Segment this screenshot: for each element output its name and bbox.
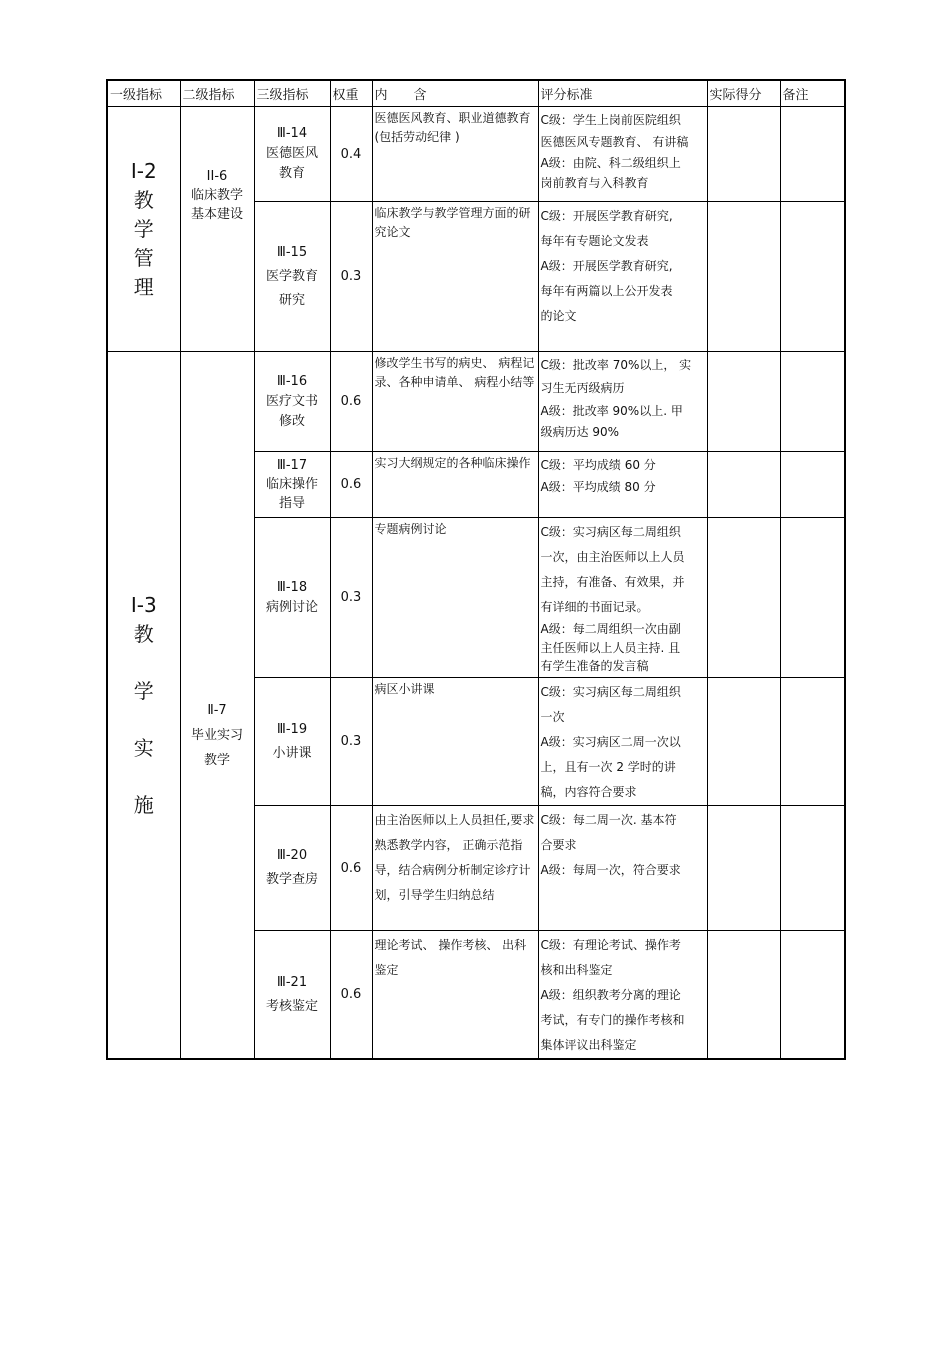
standard-cell [538,452,707,518]
header-standard: 评分标准 [538,80,707,107]
remarks-cell[interactable] [780,202,845,352]
level3-code: Ⅲ-20 [276,848,308,863]
level3-name: 病例讨论 [265,599,318,615]
level2-code: II-6 [206,169,228,184]
level1-char: 施 [133,792,154,817]
level1-char: 学 [133,678,154,703]
standard-line: 每年有两篇以上公开发表 [540,284,673,298]
remarks-cell[interactable] [780,107,845,202]
level3-name: 研究 [278,292,305,308]
level3-cell [254,518,330,678]
actual-score-cell[interactable] [707,806,780,931]
header-level3: 三级指标 [254,80,330,107]
header-weight: 权重 [330,80,372,107]
weight-cell: 0.3 [330,518,372,678]
header-content: 内 含 [372,80,538,107]
header-remarks: 备注 [780,80,845,107]
standard-line: C级：实习病区每二周组织 [540,685,681,699]
standard-line: C级：实习病区每二周组织 [540,525,681,539]
level2-name: 基本建设 [190,207,243,222]
standard-line: 主持，有准备、有效果，并 [540,575,685,589]
level3-name: 教学查房 [265,872,318,887]
header-level1: 一级指标 [107,80,180,107]
remarks-cell[interactable] [780,931,845,1060]
level3-cell [254,931,330,1060]
standard-line: C级：批改率 70%以上， 实 [540,358,692,372]
standard-line: 习生无丙级病历 [540,381,625,395]
standard-cell [538,202,707,352]
content-cell: 由主治医师以上人员担任,要求熟悉教学内容， 正确示范指导，结合病例分析制定诊疗计划，引导学生归纳总结 [372,806,538,931]
level2-cell [180,352,254,1060]
remarks-cell[interactable] [780,518,845,678]
level1-char: 教 [133,187,154,212]
standard-line: 有学生准备的发言稿 [540,659,649,673]
standard-line: A级：批改率 90%以上. 甲 [540,404,683,418]
actual-score-cell[interactable] [707,352,780,452]
header-level2: 二级指标 [180,80,254,107]
level3-code: Ⅲ-21 [276,974,308,990]
content-cell: 临床教学与教学管理方面的研究论文 [372,202,538,352]
actual-score-cell[interactable] [707,518,780,678]
standard-line: 上，且有一次 2 学时的讲 [540,760,676,774]
standard-line: 考试，有专门的操作考核和 [540,1013,685,1027]
weight-cell: 0.6 [330,352,372,452]
standard-line: C级：学生上岗前医院组织 [540,113,681,127]
standard-cell [538,518,707,678]
level3-name: 小讲课 [272,745,312,761]
standard-line: 一次，由主治医师以上人员 [540,550,685,564]
level3-cell [254,107,330,202]
weight-cell: 0.4 [330,107,372,202]
standard-line: A级：平均成绩 80 分 [540,480,656,494]
weight-cell: 0.6 [330,931,372,1060]
standard-line: 医德医风专题教育、 有讲稿 [540,135,689,149]
standard-line: 岗前教育与入科教育 [540,176,649,190]
content-cell: 病区小讲课 [372,678,538,806]
standard-line: C级：平均成绩 60 分 [540,458,656,472]
standard-line: 每年有专题论文发表 [540,234,649,248]
standard-line: 集体评议出科鉴定 [540,1038,637,1052]
standard-cell [538,678,707,806]
standard-line: 一次 [540,710,565,724]
standard-line: C级：开展医学教育研究, [540,209,673,223]
level2-name: 教学 [203,752,230,768]
level1-cell [107,107,180,352]
remarks-cell[interactable] [780,452,845,518]
actual-score-cell[interactable] [707,931,780,1060]
level1-char: 理 [133,274,154,299]
level3-cell [254,202,330,352]
actual-score-cell[interactable] [707,678,780,806]
table-row [107,107,845,202]
level2-name: 毕业实习 [190,727,243,743]
level3-name: 临床操作 [265,477,318,492]
weight-cell: 0.3 [330,678,372,806]
standard-line: 稿，内容符合要求 [540,785,637,799]
weight-cell: 0.3 [330,202,372,352]
level1-char: 实 [133,735,154,760]
header-actual-score: 实际得分 [707,80,780,107]
level3-code: Ⅲ-15 [276,244,308,260]
standard-line: A级：每二周组织一次由副 [540,622,681,636]
standard-line: C级：每二周一次. 基本符 [540,813,677,827]
weight-cell: 0.6 [330,806,372,931]
content-cell: 修改学生书写的病史、 病程记录、各种申请单、 病程小结等 [372,352,538,452]
level3-code: Ⅲ-17 [276,458,308,473]
level2-cell [180,107,254,352]
content-cell: 专题病例讨论 [372,518,538,678]
standard-line: 主任医师以上人员主持. 且 [540,641,681,655]
standard-cell [538,931,707,1060]
remarks-cell[interactable] [780,678,845,806]
standard-line: A级：由院、科二级组织上 [540,156,681,170]
standard-line: 核和出科鉴定 [540,963,613,977]
level2-code: Ⅱ-7 [207,702,227,718]
level3-name: 指导 [278,496,305,511]
actual-score-cell[interactable] [707,202,780,352]
level2-name: 临床教学 [190,188,243,203]
level3-name: 医疗文书 [265,393,318,409]
standard-line: 的论文 [540,309,577,323]
level1-code: Ⅰ-2 [130,158,157,183]
standard-line: C级：有理论考试、操作考 [540,938,681,952]
level3-cell [254,452,330,518]
level3-name: 修改 [278,413,305,429]
content-cell: 理论考试、 操作考核、 出科鉴定 [372,931,538,1060]
level3-name: 教育 [278,166,305,181]
standard-cell [538,806,707,931]
content-cell: 实习大纲规定的各种临床操作 [372,452,538,518]
level3-code: Ⅲ-16 [276,373,308,389]
level3-name: 医学教育 [265,268,318,284]
level3-cell [254,352,330,452]
level1-char: 管 [133,245,154,270]
standard-line: A级：每周一次，符合要求 [540,863,681,877]
standard-cell [538,107,707,202]
level3-code: Ⅲ-14 [276,126,308,141]
content-cell: 医德医风教育、职业道德教育(包括劳动纪律 ) [372,107,538,202]
level3-code: Ⅲ-18 [276,579,308,595]
standard-line: A级：实习病区二周一次以 [540,735,681,749]
weight-cell: 0.6 [330,452,372,518]
header-row [107,80,845,107]
level3-code: Ⅲ-19 [276,721,308,737]
level1-char: 学 [133,216,154,241]
standard-line: 合要求 [540,838,577,852]
standard-line: A级：组织教考分离的理论 [540,988,681,1002]
evaluation-table [106,79,846,1060]
level3-name: 医德医风 [265,146,318,161]
remarks-cell[interactable] [780,806,845,931]
level1-cell [107,352,180,1060]
level1-code: Ⅰ-3 [130,592,157,617]
standard-line: 有详细的书面记录。 [540,600,649,614]
standard-line: A级：开展医学教育研究, [540,259,673,273]
standard-line: 级病历达 90% [540,425,619,439]
level1-char: 教 [133,621,154,646]
table-row [107,352,845,452]
standard-cell [538,352,707,452]
level3-cell [254,806,330,931]
actual-score-cell[interactable] [707,107,780,202]
actual-score-cell[interactable] [707,452,780,518]
level3-cell [254,678,330,806]
remarks-cell[interactable] [780,352,845,452]
level3-name: 考核鉴定 [265,998,318,1014]
